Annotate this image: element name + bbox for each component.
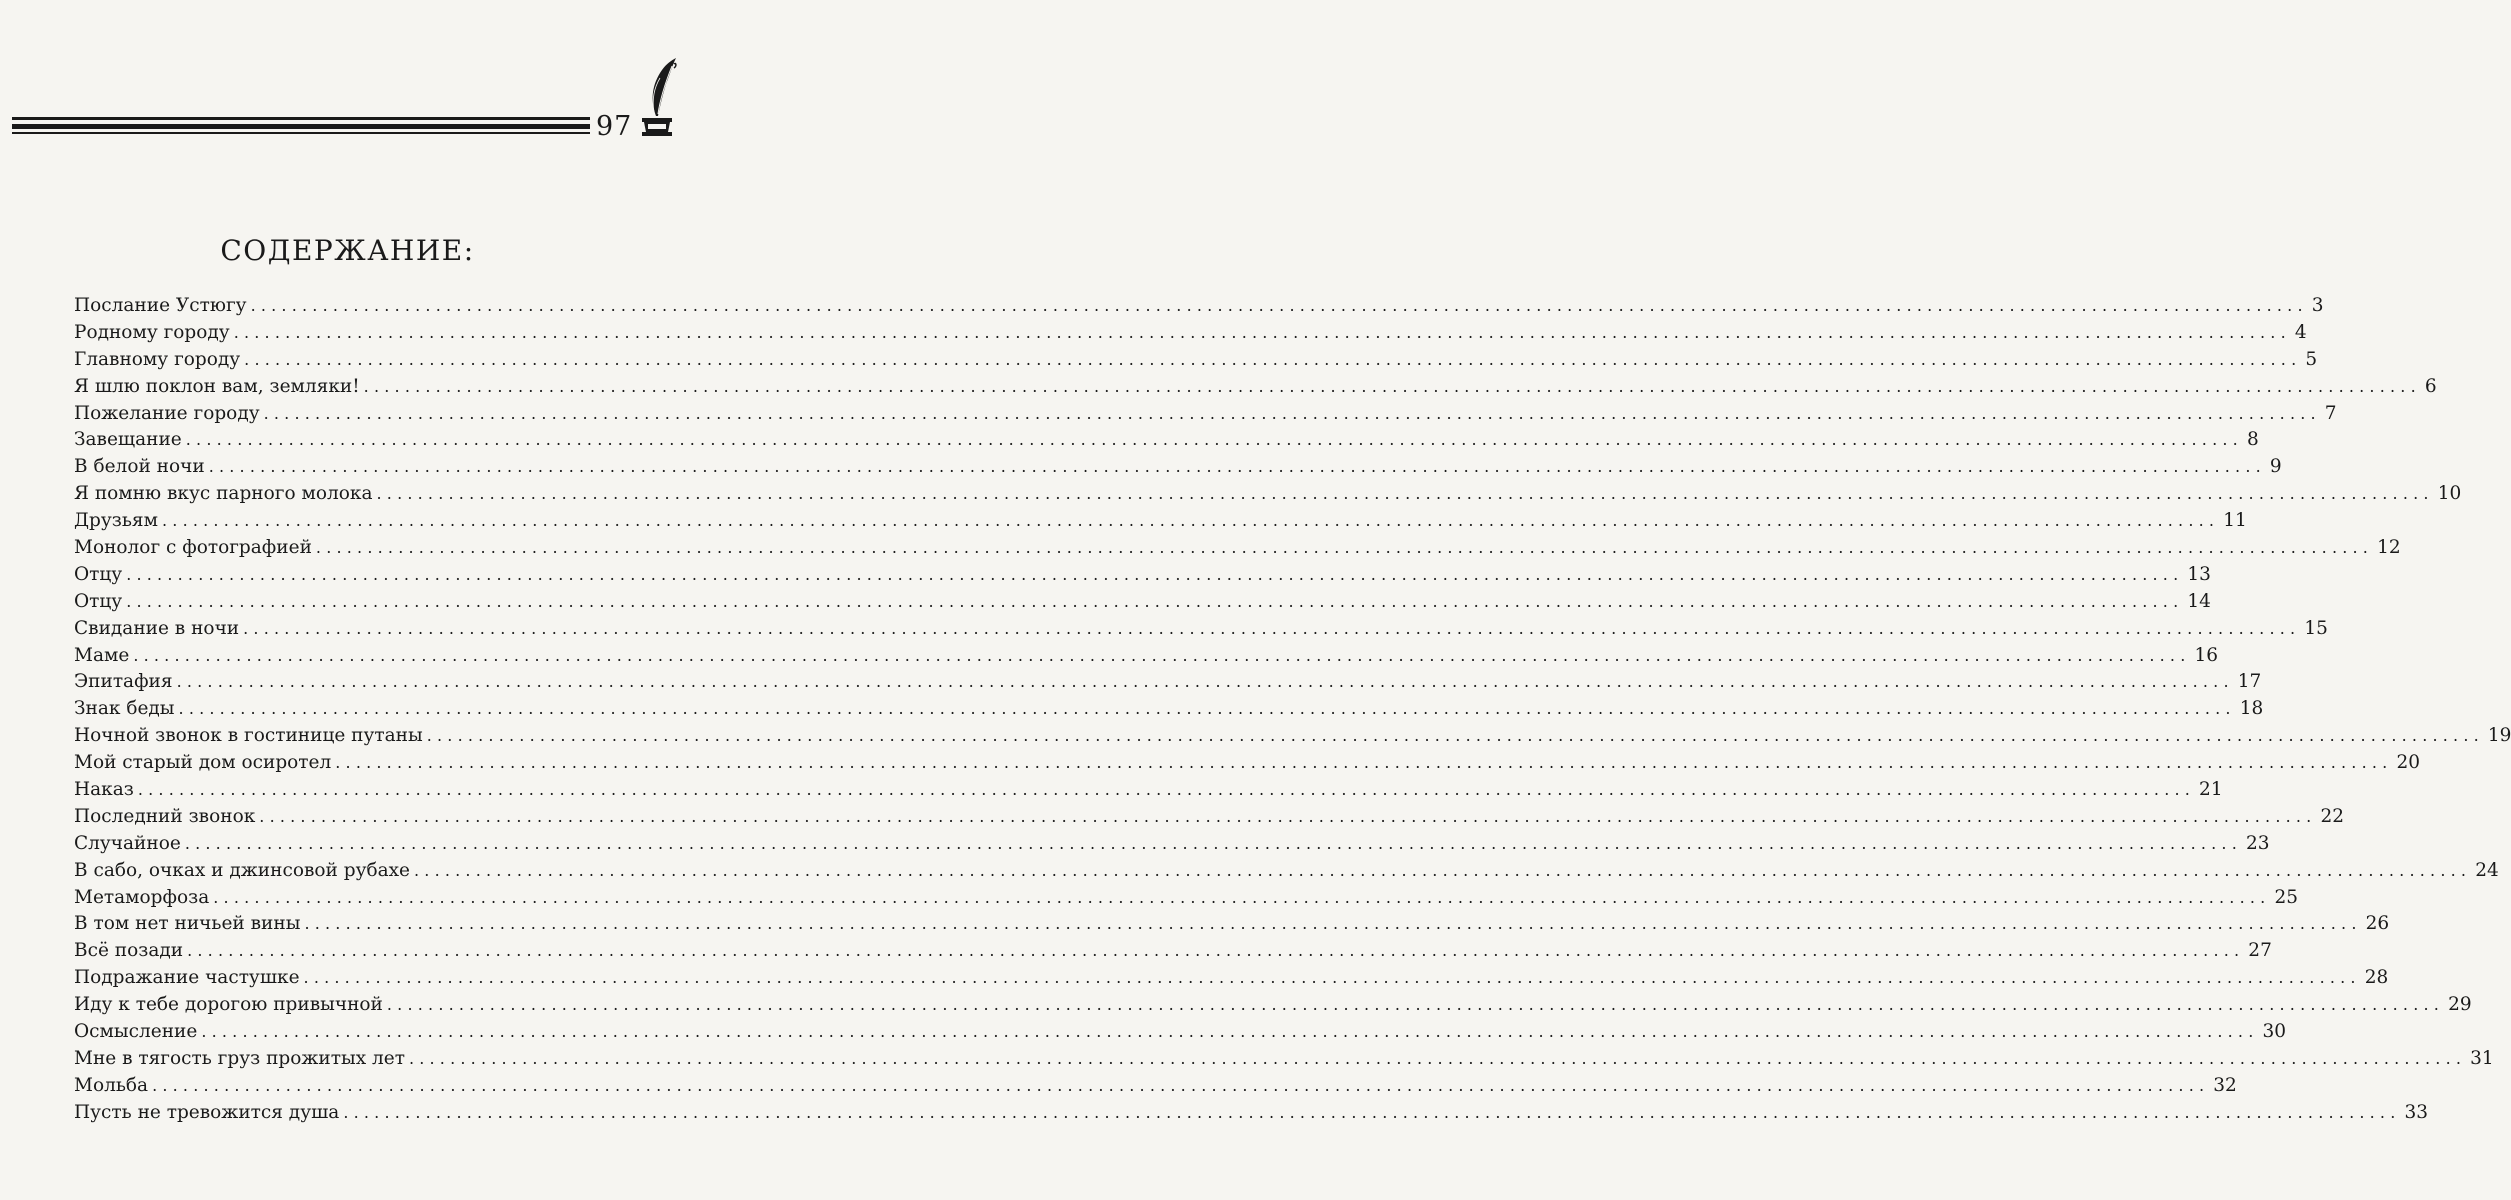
- toc-entry: [74, 589, 2211, 616]
- toc-entry-page: 28: [2364, 967, 2389, 989]
- toc-entry: [74, 723, 2511, 750]
- toc-entry: [74, 374, 2437, 401]
- toc-entry-page: 22: [2320, 805, 2345, 827]
- toc-entry-page: 6: [2424, 375, 2437, 397]
- toc-entry-page: 26: [2365, 913, 2390, 935]
- toc-dot-leader: ........................................................................................................................................................................................................: [263, 403, 2321, 423]
- toc-entry-title: Пожелание городу: [74, 402, 260, 424]
- toc-entry-page: 3: [2311, 295, 2324, 316]
- toc-entry: [74, 858, 2499, 885]
- toc-dot-leader: ........................................................................................................................................................................................................: [233, 322, 2291, 342]
- toc-entry-page: 20: [2396, 752, 2420, 774]
- toc-entry: [74, 965, 2389, 992]
- toc-dot-leader: ........................................................................................................................................................................................................: [376, 484, 2434, 504]
- toc-entry: [74, 1019, 2287, 1046]
- header-rule: [12, 117, 590, 120]
- toc-dot-leader: ........................................................................................................................................................................................................: [414, 860, 2472, 880]
- toc-dot-leader: ........................................................................................................................................................................................................: [187, 941, 2245, 961]
- toc-dot-leader: ........................................................................................................................................................................................................: [133, 645, 2191, 665]
- toc-entry: [74, 401, 2337, 428]
- toc-dot-leader: ........................................................................................................................................................................................................: [162, 511, 2220, 531]
- toc-entry-title: Наказ: [74, 779, 134, 801]
- toc-dot-leader: ........................................................................................................................................................................................................: [250, 296, 2308, 315]
- toc-dot-leader: ........................................................................................................................................................................................................: [335, 753, 2393, 773]
- toc-entry-page: 15: [2304, 617, 2328, 639]
- toc-entry-page: 18: [2239, 698, 2264, 720]
- toc-entry-page: 12: [2377, 537, 2401, 559]
- toc-entry: [74, 320, 2307, 347]
- toc-entry-page: 16: [2194, 644, 2219, 666]
- toc-entry-page: 11: [2223, 510, 2247, 532]
- toc-dot-leader: ........................................................................................................................................................................................................: [304, 914, 2362, 934]
- toc-entry-title: Пусть не тревожится душа: [74, 1101, 340, 1123]
- toc-entry-title: Всё позади: [74, 940, 184, 962]
- toc-entry-title: Мне в тягость груз прожитых лет: [74, 1047, 405, 1069]
- toc-entry-page: 25: [2274, 886, 2298, 908]
- toc-entry-page: 24: [2475, 859, 2499, 881]
- toc-entry: [74, 643, 2219, 670]
- toc-dot-leader: ........................................................................................................................................................................................................: [208, 457, 2266, 477]
- toc-entry: [74, 885, 2298, 912]
- toc-dot-leader: ........................................................................................................................................................................................................: [213, 887, 2271, 907]
- toc-entry-title: Я шлю поклон вам, земляки!: [74, 375, 360, 397]
- toc-entry-title: Главному городу: [74, 348, 241, 370]
- toc-entry-title: В сабо, очках и джинсовой рубахе: [74, 859, 410, 881]
- toc-entry-page: 8: [2246, 429, 2259, 451]
- toc-entry-page: 23: [2246, 832, 2270, 854]
- page-title: СОДЕРЖАНИЕ:: [220, 234, 475, 267]
- toc-entry: [74, 669, 2262, 696]
- toc-entry: [74, 481, 2462, 508]
- toc-entry-page: 33: [2404, 1101, 2429, 1123]
- toc-entry-title: Отцу: [74, 590, 123, 612]
- toc-entry-page: 10: [2437, 483, 2462, 505]
- header-rule: [12, 124, 590, 129]
- toc-entry-page: 13: [2187, 563, 2211, 585]
- header-rule: [12, 132, 590, 134]
- toc-entry-page: 14: [2187, 590, 2211, 612]
- toc-entry-title: Иду к тебе дорогою привычной: [74, 994, 383, 1016]
- toc-entry: [74, 616, 2328, 643]
- toc-entry: [74, 347, 2318, 374]
- toc-dot-leader: ........................................................................................................................................................................................................: [201, 1022, 2259, 1042]
- toc-dot-leader: ........................................................................................................................................................................................................: [259, 806, 2317, 826]
- toc-entry-page: 21: [2199, 779, 2223, 801]
- toc-entry-title: Эпитафия: [74, 671, 173, 693]
- toc-entry-title: Знак беды: [74, 698, 175, 720]
- toc-entry: [74, 1100, 2429, 1127]
- toc-entry-title: Последний звонок: [74, 805, 256, 827]
- toc-entry-title: Отцу: [74, 563, 123, 585]
- table-of-contents: [74, 293, 2511, 1127]
- toc-entry-title: В том нет ничьей вины: [74, 913, 301, 935]
- toc-entry-page: 32: [2213, 1074, 2237, 1096]
- toc-entry-title: Послание Устюгу: [74, 295, 247, 316]
- toc-entry-title: Случайное: [74, 832, 181, 854]
- toc-entry: [74, 1073, 2237, 1100]
- toc-dot-leader: ........................................................................................................................................................................................................: [126, 591, 2184, 611]
- toc-entry: [74, 696, 2264, 723]
- toc-entry-title: Подражание частушке: [74, 967, 300, 989]
- toc-entry-page: 30: [2262, 1021, 2287, 1043]
- toc-dot-leader: ........................................................................................................................................................................................................: [426, 726, 2484, 746]
- toc-dot-leader: ........................................................................................................................................................................................................: [137, 780, 2196, 800]
- inkwell-quill-icon: [636, 56, 678, 140]
- toc-entry: [74, 831, 2270, 858]
- toc-dot-leader: ........................................................................................................................................................................................................: [184, 833, 2242, 853]
- toc-entry-page: 5: [2305, 348, 2318, 370]
- toc-entry-title: Свидание в ночи: [74, 617, 240, 639]
- toc-dot-leader: ........................................................................................................................................................................................................: [363, 376, 2421, 396]
- toc-dot-leader: ........................................................................................................................................................................................................: [244, 349, 2302, 369]
- toc-entry: [74, 508, 2247, 535]
- toc-entry: [74, 938, 2272, 965]
- toc-entry: [74, 777, 2223, 804]
- toc-dot-leader: ........................................................................................................................................................................................................: [408, 1048, 2467, 1068]
- toc-entry-title: Ночной звонок в гостинице путаны: [74, 725, 423, 747]
- toc-dot-leader: ........................................................................................................................................................................................................: [176, 672, 2234, 692]
- toc-entry: [74, 911, 2390, 938]
- toc-entry: [74, 804, 2345, 831]
- toc-dot-leader: ........................................................................................................................................................................................................: [185, 430, 2243, 450]
- toc-entry: [74, 535, 2401, 562]
- toc-entry-title: Монолог с фотографией: [74, 537, 312, 559]
- toc-entry-page: 7: [2324, 402, 2337, 424]
- toc-entry-page: 31: [2470, 1047, 2494, 1069]
- toc-entry: [74, 992, 2472, 1019]
- toc-entry-page: 4: [2294, 321, 2307, 343]
- toc-dot-leader: ........................................................................................................................................................................................................: [315, 538, 2374, 558]
- toc-entry: [74, 427, 2259, 454]
- toc-entry-page: 27: [2248, 940, 2272, 962]
- toc-dot-leader: ........................................................................................................................................................................................................: [152, 1075, 2210, 1095]
- toc-entry-title: Я помню вкус парного молока: [74, 483, 373, 505]
- toc-entry-title: Метаморфоза: [74, 886, 210, 908]
- toc-entry: [74, 293, 2324, 320]
- toc-dot-leader: ........................................................................................................................................................................................................: [343, 1102, 2401, 1122]
- toc-dot-leader: ........................................................................................................................................................................................................: [178, 699, 2236, 719]
- toc-dot-leader: ........................................................................................................................................................................................................: [386, 995, 2445, 1015]
- toc-entry-page: 19: [2487, 725, 2511, 747]
- toc-entry-title: Родному городу: [74, 321, 230, 343]
- toc-dot-leader: ........................................................................................................................................................................................................: [243, 618, 2301, 638]
- toc-entry: [74, 454, 2282, 481]
- toc-entry-title: В белой ночи: [74, 456, 205, 478]
- page-number: 97: [596, 111, 633, 142]
- toc-entry: [74, 562, 2211, 589]
- toc-dot-leader: ........................................................................................................................................................................................................: [303, 968, 2361, 988]
- toc-dot-leader: ........................................................................................................................................................................................................: [126, 564, 2184, 584]
- toc-entry-title: Завещание: [74, 429, 182, 451]
- toc-entry-title: Маме: [74, 644, 130, 666]
- toc-entry: [74, 750, 2420, 777]
- toc-entry-page: 9: [2269, 456, 2282, 478]
- toc-entry-page: 29: [2448, 994, 2472, 1016]
- toc-entry-page: 17: [2237, 671, 2262, 693]
- toc-entry-title: Осмысление: [74, 1021, 198, 1043]
- toc-entry-title: Мой старый дом осиротел: [74, 752, 332, 774]
- toc-entry-title: Друзьям: [74, 510, 158, 532]
- toc-entry: [74, 1046, 2494, 1073]
- toc-entry-title: Мольба: [74, 1074, 149, 1096]
